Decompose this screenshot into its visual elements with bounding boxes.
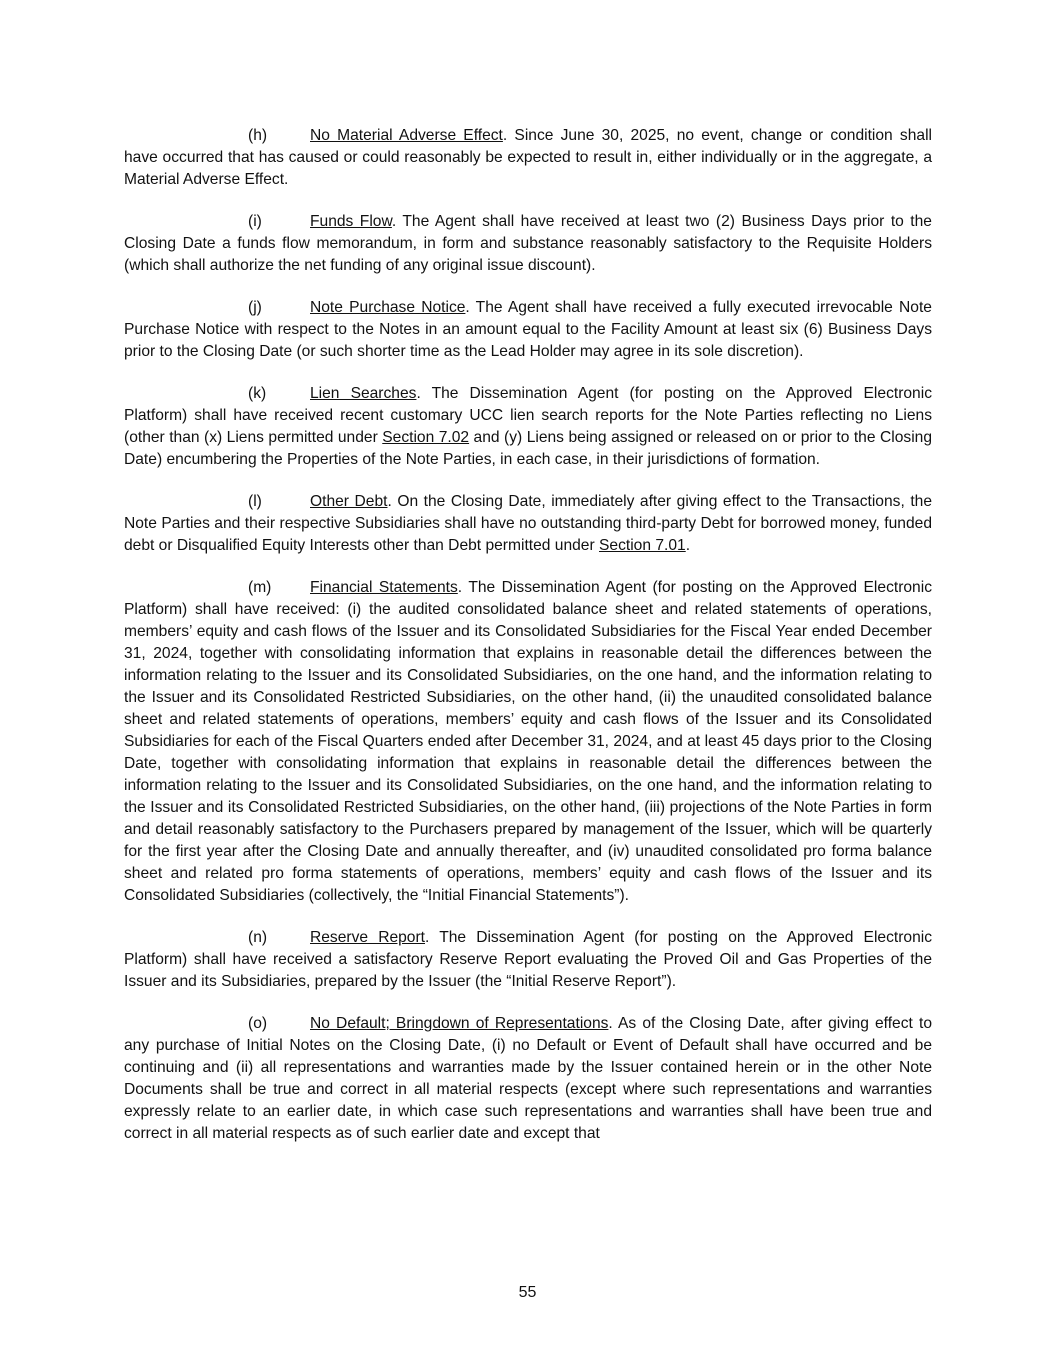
paragraph-m <box>124 577 932 907</box>
paragraph-number: (o) <box>248 1015 268 1032</box>
paragraph-heading: Funds Flow <box>310 213 392 230</box>
section-reference: Section 7.02 <box>382 429 470 446</box>
page-number: 55 <box>518 1284 537 1301</box>
section-reference: Section 7.01 <box>599 537 686 554</box>
paragraph-heading: No Default; Bringdown of Representations <box>310 1015 609 1032</box>
paragraph-k <box>124 383 932 471</box>
paragraph-h <box>124 125 932 191</box>
paragraph-text: . The Agent shall have received a fully executed irrevocable Note Purchase Notice with respect to the Notes in an amount equal to the Facility Amount at least six (6) Business Days prior to the Closing Date (or such shorter time as the Lead Holder may agree in its sole discretion). <box>124 299 932 360</box>
paragraph-text: . The Dissemination Agent (for posting on the Approved Electronic Platform) shall have received a satisfactory Reserve Report evaluating the Proved Oil and Gas Properties of the Issuer and its Subsidiaries, prepared by the Issuer (the “Initial Reserve Report”). <box>124 929 933 990</box>
paragraph-n <box>124 927 932 993</box>
paragraph-j <box>124 297 932 363</box>
paragraph-text: . The Agent shall have received at least two (2) Business Days prior to the Closing Date a funds flow memorandum, in form and substance reasonably satisfactory to the Requisite Holders (which shall authorize the net funding of any original issue discount). <box>124 213 932 274</box>
paragraph-i <box>124 211 932 277</box>
paragraph-number: (h) <box>248 127 268 144</box>
paragraph-number: (n) <box>248 929 268 946</box>
paragraph-text: and (y) Liens being assigned or released on or prior to the Closing Date) encumbering the Properties of the Note Parties, in each case, in their jurisdictions of formation. <box>124 429 933 468</box>
paragraph-heading: Reserve Report <box>310 929 426 946</box>
document-page <box>124 125 932 1165</box>
paragraph-heading: Note Purchase Notice <box>310 299 466 316</box>
paragraph-o <box>124 1013 932 1145</box>
paragraph-text: . The Dissemination Agent (for posting on the Approved Electronic Platform) shall have received recent customary UCC lien search reports for the Note Parties reflecting no Liens (other than (x) Liens permitted under <box>124 385 932 446</box>
paragraph-heading: Other Debt <box>310 493 388 510</box>
paragraph-l <box>124 491 932 557</box>
paragraph-number: (i) <box>248 213 262 230</box>
paragraph-heading: No Material Adverse Effect <box>310 127 503 144</box>
paragraph-heading: Financial Statements <box>310 579 458 596</box>
paragraph-heading: Lien Searches <box>310 385 417 402</box>
paragraph-number: (k) <box>248 385 267 402</box>
paragraph-number: (m) <box>248 579 272 596</box>
paragraph-text: . Since June 30, 2025, no event, change or condition shall have occurred that has caused or could reasonably be expected to result in, either individually or in the aggregate, a Material Adverse Effect. <box>124 127 932 188</box>
paragraph-text: . The Dissemination Agent (for posting on the Approved Electronic Platform) shall have received: (i) the audited consolidated balance sheet and related statements of operations, members’ equity and cash flows of the Issuer and its Consolidated Subsidiaries for the Fiscal Year ended December 31, 2024, together with consolidating information that explains in reasonable detail the differences between the information relating to the Issuer and its Consolidated Subsidiaries, on the one hand, and the information relating to the Issuer and its Consolidated Restricted Subsidiaries, on the other hand, (ii) the unaudited consolidated balance sheet and related statements of operations, members’ equity and cash flows of the Issuer and its Consolidated Subsidiaries for each of the Fiscal Quarters ended after December 31, 2024, and at least 45 days prior to the Closing Date, together with consolidating information that explains in reasonable detail the differences between the information relating to the Issuer and its Consolidated Subsidiaries, on the one hand, and the information relating to the Issuer and its Consolidated Restricted Subsidiaries, on the other hand, (iii) projections of the Note Parties in form and detail reasonably satisfactory to the Purchasers prepared by management of the Issuer, which will be quarterly for the first year after the Closing Date and annually thereafter, and (iv) unaudited consolidated pro forma balance sheet and related pro forma statements of operations, members’ equity and cash flows of the Issuer and its Consolidated Subsidiaries (collectively, the “Initial Financial Statements”). <box>124 579 932 904</box>
paragraph-number: (l) <box>248 493 262 510</box>
paragraph-text: . <box>685 537 691 554</box>
paragraph-text: . On the Closing Date, immediately after giving effect to the Transactions, the Note Parties and their respective Subsidiaries shall have no outstanding third-party Debt for borrowed money, funded debt or Disqualified Equity Interests other than Debt permitted under <box>124 493 932 554</box>
paragraph-text: . As of the Closing Date, after giving effect to any purchase of Initial Notes on the Closing Date, (i) no Default or Event of Default shall have occurred and be continuing and (ii) all representations and warranties made by the Issuer contained herein or in the other Note Documents shall be true and correct in all material respects (except where such representations and warranties expressly relate to an earlier date, in which case such representations and warranties shall have been true and correct in all material respects as of such earlier date and except that <box>124 1015 932 1142</box>
paragraph-number: (j) <box>248 299 262 316</box>
